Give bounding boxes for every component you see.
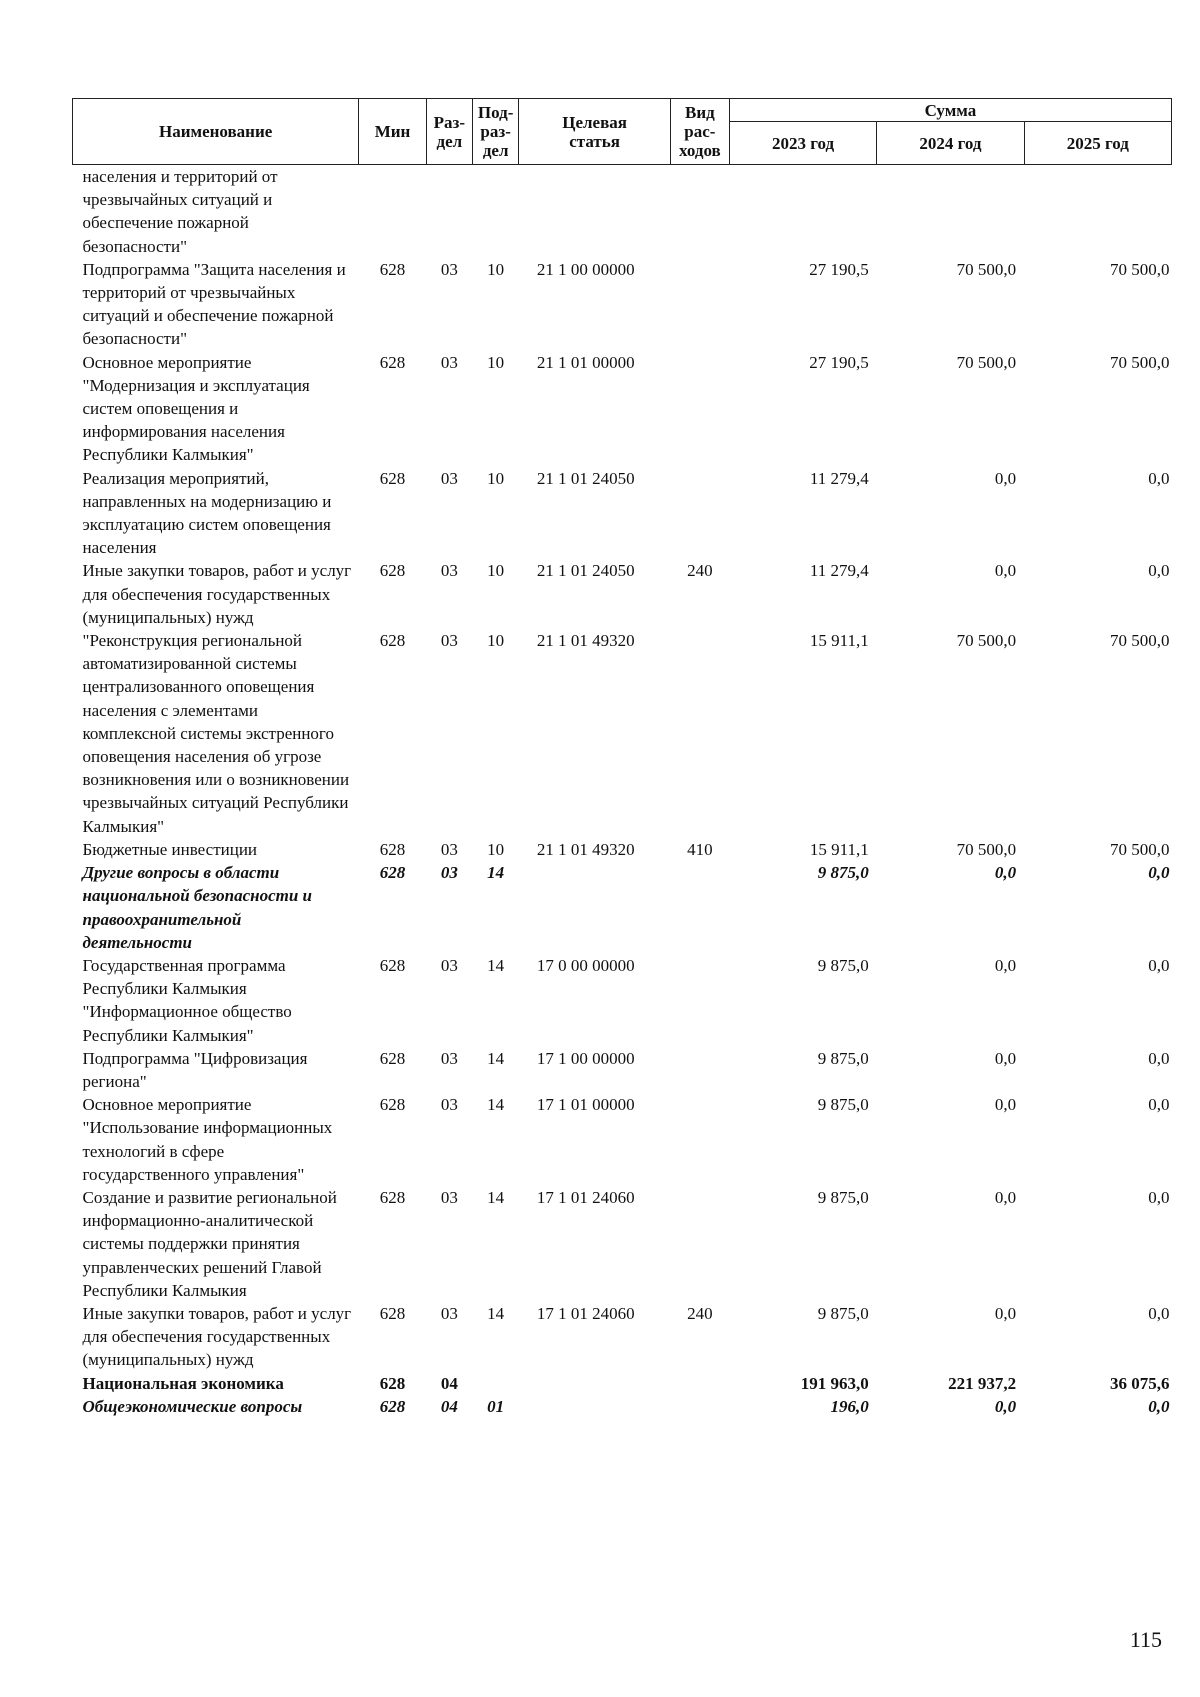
table-row xyxy=(73,351,1172,467)
cell-name: Национальная экономика xyxy=(82,1373,284,1393)
cell-2023: 15 911,1 xyxy=(809,631,869,651)
cell-razdel: 03 xyxy=(440,1095,458,1115)
cell-vid xyxy=(670,1372,729,1395)
table-row xyxy=(73,258,1172,351)
cell-target: 21 1 01 24050 xyxy=(536,468,635,488)
cell-2025: 70 500,0 xyxy=(1110,259,1170,279)
cell-podrazdel: 14 xyxy=(487,955,505,975)
cell-name: Иные закупки товаров, работ и услуг для обеспечения государственных (муниципальных) нужд xyxy=(82,1303,352,1370)
cell-2024: 0,0 xyxy=(994,1396,1017,1416)
cell-razdel: 03 xyxy=(440,863,458,883)
table-row xyxy=(73,861,1172,954)
header-name: Наименование xyxy=(73,99,359,165)
cell-2025: 0,0 xyxy=(1148,863,1170,883)
cell-target: 21 1 00 00000 xyxy=(536,259,635,279)
header-min: Мин xyxy=(359,99,426,165)
cell-vid xyxy=(670,351,729,467)
cell-target: 17 1 01 00000 xyxy=(536,1095,635,1115)
cell-name: Основное мероприятие "Модернизация и эксплуатация систем оповещения и информирования населения Республики Калмыкия" xyxy=(82,352,310,465)
cell-vid xyxy=(670,954,729,1047)
cell-podrazdel: 14 xyxy=(487,1187,505,1207)
cell-name: Подпрограмма "Цифровизация региона" xyxy=(82,1048,308,1091)
budget-table xyxy=(72,98,1172,1418)
cell-2025: 70 500,0 xyxy=(1110,839,1170,859)
cell-2025: 0,0 xyxy=(1148,1396,1170,1416)
cell-2023: 27 190,5 xyxy=(809,259,869,279)
table-row xyxy=(73,1186,1172,1302)
cell-name: Создание и развитие региональной информационно-аналитической системы поддержки принятия управленческих решений Главой Республики Калмыкия xyxy=(82,1187,337,1300)
cell-min xyxy=(359,165,426,258)
cell-razdel: 04 xyxy=(440,1373,458,1393)
header-vid: Вид рас- ходов xyxy=(670,99,729,165)
cell-2025: 36 075,6 xyxy=(1110,1373,1170,1393)
table-row xyxy=(73,838,1172,861)
table-row xyxy=(73,467,1172,560)
cell-target xyxy=(519,1372,671,1395)
cell-2025: 0,0 xyxy=(1148,468,1170,488)
cell-min: 628 xyxy=(379,863,406,883)
cell-podrazdel: 10 xyxy=(487,561,505,581)
cell-target xyxy=(519,165,671,258)
cell-min: 628 xyxy=(379,1048,406,1068)
cell-2023: 27 190,5 xyxy=(809,352,869,372)
cell-razdel: 03 xyxy=(440,1187,458,1207)
cell-2023: 9 875,0 xyxy=(817,955,869,975)
cell-podrazdel: 10 xyxy=(487,259,505,279)
cell-2024: 70 500,0 xyxy=(956,631,1017,651)
header-razdel: Раз- дел xyxy=(426,99,472,165)
cell-2024: 70 500,0 xyxy=(956,259,1017,279)
cell-2024: 0,0 xyxy=(994,1048,1017,1068)
cell-2024: 0,0 xyxy=(994,1187,1017,1207)
cell-name: населения и территорий от чрезвычайных ситуаций и обеспечение пожарной безопасности" xyxy=(82,167,278,256)
cell-target: 21 1 01 49320 xyxy=(536,839,635,859)
cell-vid xyxy=(670,1395,729,1418)
cell-min: 628 xyxy=(379,352,406,372)
table-row xyxy=(73,1302,1172,1372)
table-row xyxy=(73,1047,1172,1093)
cell-2023: 11 279,4 xyxy=(809,561,869,581)
cell-podrazdel: 10 xyxy=(487,352,505,372)
cell-vid xyxy=(670,1093,729,1186)
cell-2024 xyxy=(877,165,1024,258)
header-sum: Сумма xyxy=(729,99,1171,122)
cell-podrazdel: 14 xyxy=(487,1048,505,1068)
cell-min: 628 xyxy=(379,259,406,279)
table-row xyxy=(73,165,1172,258)
header-year-2024: 2024 год xyxy=(877,122,1024,165)
cell-min: 628 xyxy=(379,1095,406,1115)
cell-vid: 240 xyxy=(687,561,713,581)
cell-2024: 0,0 xyxy=(994,561,1017,581)
cell-2023: 196,0 xyxy=(830,1396,869,1416)
table-row xyxy=(73,1395,1172,1418)
cell-2025: 0,0 xyxy=(1148,561,1170,581)
cell-razdel: 03 xyxy=(440,1048,458,1068)
cell-min: 628 xyxy=(379,561,406,581)
header-podrazdel: Под- раз- дел xyxy=(473,99,519,165)
cell-2023: 191 963,0 xyxy=(800,1373,869,1393)
cell-target: 21 1 01 00000 xyxy=(536,352,635,372)
cell-podrazdel: 10 xyxy=(487,468,505,488)
cell-2023: 9 875,0 xyxy=(817,1303,869,1323)
cell-2023: 9 875,0 xyxy=(817,1048,869,1068)
cell-razdel: 03 xyxy=(440,561,458,581)
cell-2023: 9 875,0 xyxy=(817,1187,869,1207)
cell-podrazdel: 14 xyxy=(487,1303,505,1323)
header-year-2023: 2023 год xyxy=(729,122,876,165)
cell-2024: 0,0 xyxy=(994,1095,1017,1115)
cell-podrazdel xyxy=(473,165,519,258)
cell-vid xyxy=(670,467,729,560)
cell-name: "Реконструкция региональной автоматизированной системы централизованного оповещения населения с элементами комплексной системы экстренного оповещения населения об угрозе возникновения или о возникновении чрезвычайных ситуаций Республики Калмыкия" xyxy=(82,631,350,836)
cell-2023: 9 875,0 xyxy=(817,863,869,883)
cell-name: Бюджетные инвестиции xyxy=(82,839,258,859)
cell-podrazdel: 10 xyxy=(487,631,505,651)
cell-min: 628 xyxy=(379,631,406,651)
cell-2024: 70 500,0 xyxy=(956,352,1017,372)
cell-2025: 70 500,0 xyxy=(1110,352,1170,372)
cell-2023: 9 875,0 xyxy=(817,1095,869,1115)
cell-2025: 0,0 xyxy=(1148,1048,1170,1068)
cell-2025: 0,0 xyxy=(1148,1095,1170,1115)
header-year-2025: 2025 год xyxy=(1024,122,1171,165)
cell-podrazdel: 10 xyxy=(487,839,505,859)
cell-vid xyxy=(670,1186,729,1302)
cell-2025: 0,0 xyxy=(1148,955,1170,975)
cell-2023 xyxy=(729,165,876,258)
cell-vid xyxy=(670,629,729,838)
cell-vid xyxy=(670,258,729,351)
cell-2025: 0,0 xyxy=(1148,1303,1170,1323)
cell-target xyxy=(519,1395,671,1418)
cell-2025: 0,0 xyxy=(1148,1187,1170,1207)
cell-vid xyxy=(670,861,729,954)
cell-podrazdel: 01 xyxy=(487,1396,505,1416)
cell-target: 17 1 01 24060 xyxy=(536,1303,635,1323)
cell-name: Другие вопросы в области национальной безопасности и правоохранительной деятельности xyxy=(82,863,312,952)
cell-name: Реализация мероприятий, направленных на модернизацию и эксплуатацию систем оповещения населения xyxy=(82,468,332,558)
table-row xyxy=(73,954,1172,1047)
cell-2025: 70 500,0 xyxy=(1110,631,1170,651)
cell-2025 xyxy=(1024,165,1171,258)
cell-razdel: 03 xyxy=(440,468,458,488)
cell-2024: 0,0 xyxy=(994,468,1017,488)
cell-target: 21 1 01 49320 xyxy=(536,631,635,651)
cell-name: Государственная программа Республики Калмыкия "Информационное общество Республики Калмыкия" xyxy=(82,955,292,1045)
cell-2024: 70 500,0 xyxy=(956,839,1017,859)
cell-min: 628 xyxy=(379,955,406,975)
cell-target: 17 1 01 24060 xyxy=(536,1187,635,1207)
cell-razdel: 03 xyxy=(440,839,458,859)
page-number: 115 xyxy=(1129,1627,1162,1652)
cell-2023: 15 911,1 xyxy=(809,839,869,859)
table-row xyxy=(73,1093,1172,1186)
cell-podrazdel: 14 xyxy=(487,1095,505,1115)
cell-min: 628 xyxy=(379,839,406,859)
cell-name: Основное мероприятие "Использование информационных технологий в сфере государственного управления" xyxy=(82,1095,333,1184)
cell-min: 628 xyxy=(379,1396,406,1416)
cell-min: 628 xyxy=(379,1373,406,1393)
cell-vid xyxy=(670,1047,729,1093)
table-row xyxy=(73,1372,1172,1395)
cell-vid xyxy=(670,165,729,258)
cell-2024: 0,0 xyxy=(994,1303,1017,1323)
cell-2024: 0,0 xyxy=(994,955,1017,975)
cell-target: 21 1 01 24050 xyxy=(536,561,635,581)
table-header xyxy=(73,99,1172,165)
cell-2024: 0,0 xyxy=(994,863,1017,883)
cell-razdel: 03 xyxy=(440,259,458,279)
header-target: Целевая статья xyxy=(519,99,671,165)
cell-target: 17 1 00 00000 xyxy=(536,1048,635,1068)
cell-razdel: 03 xyxy=(440,631,458,651)
cell-podrazdel xyxy=(473,1372,519,1395)
cell-min: 628 xyxy=(379,1187,406,1207)
table-row xyxy=(73,559,1172,629)
cell-razdel: 04 xyxy=(440,1396,458,1416)
cell-min: 628 xyxy=(379,1303,406,1323)
cell-razdel: 03 xyxy=(440,352,458,372)
cell-vid: 410 xyxy=(687,839,713,859)
cell-razdel xyxy=(426,165,472,258)
cell-vid: 240 xyxy=(687,1303,713,1323)
cell-target: 17 0 00 00000 xyxy=(536,955,635,975)
cell-name: Подпрограмма "Защита населения и территорий от чрезвычайных ситуаций и обеспечение пожарной безопасности" xyxy=(82,259,346,349)
table-row xyxy=(73,629,1172,838)
cell-podrazdel: 14 xyxy=(487,863,505,883)
cell-2024: 221 937,2 xyxy=(948,1373,1017,1393)
cell-min: 628 xyxy=(379,468,406,488)
cell-razdel: 03 xyxy=(440,1303,458,1323)
cell-name: Общеэкономические вопросы xyxy=(82,1396,303,1416)
table-body xyxy=(73,165,1172,1418)
cell-razdel: 03 xyxy=(440,955,458,975)
cell-target xyxy=(519,861,671,954)
cell-2023: 11 279,4 xyxy=(809,468,869,488)
cell-name: Иные закупки товаров, работ и услуг для обеспечения государственных (муниципальных) нужд xyxy=(82,561,352,627)
